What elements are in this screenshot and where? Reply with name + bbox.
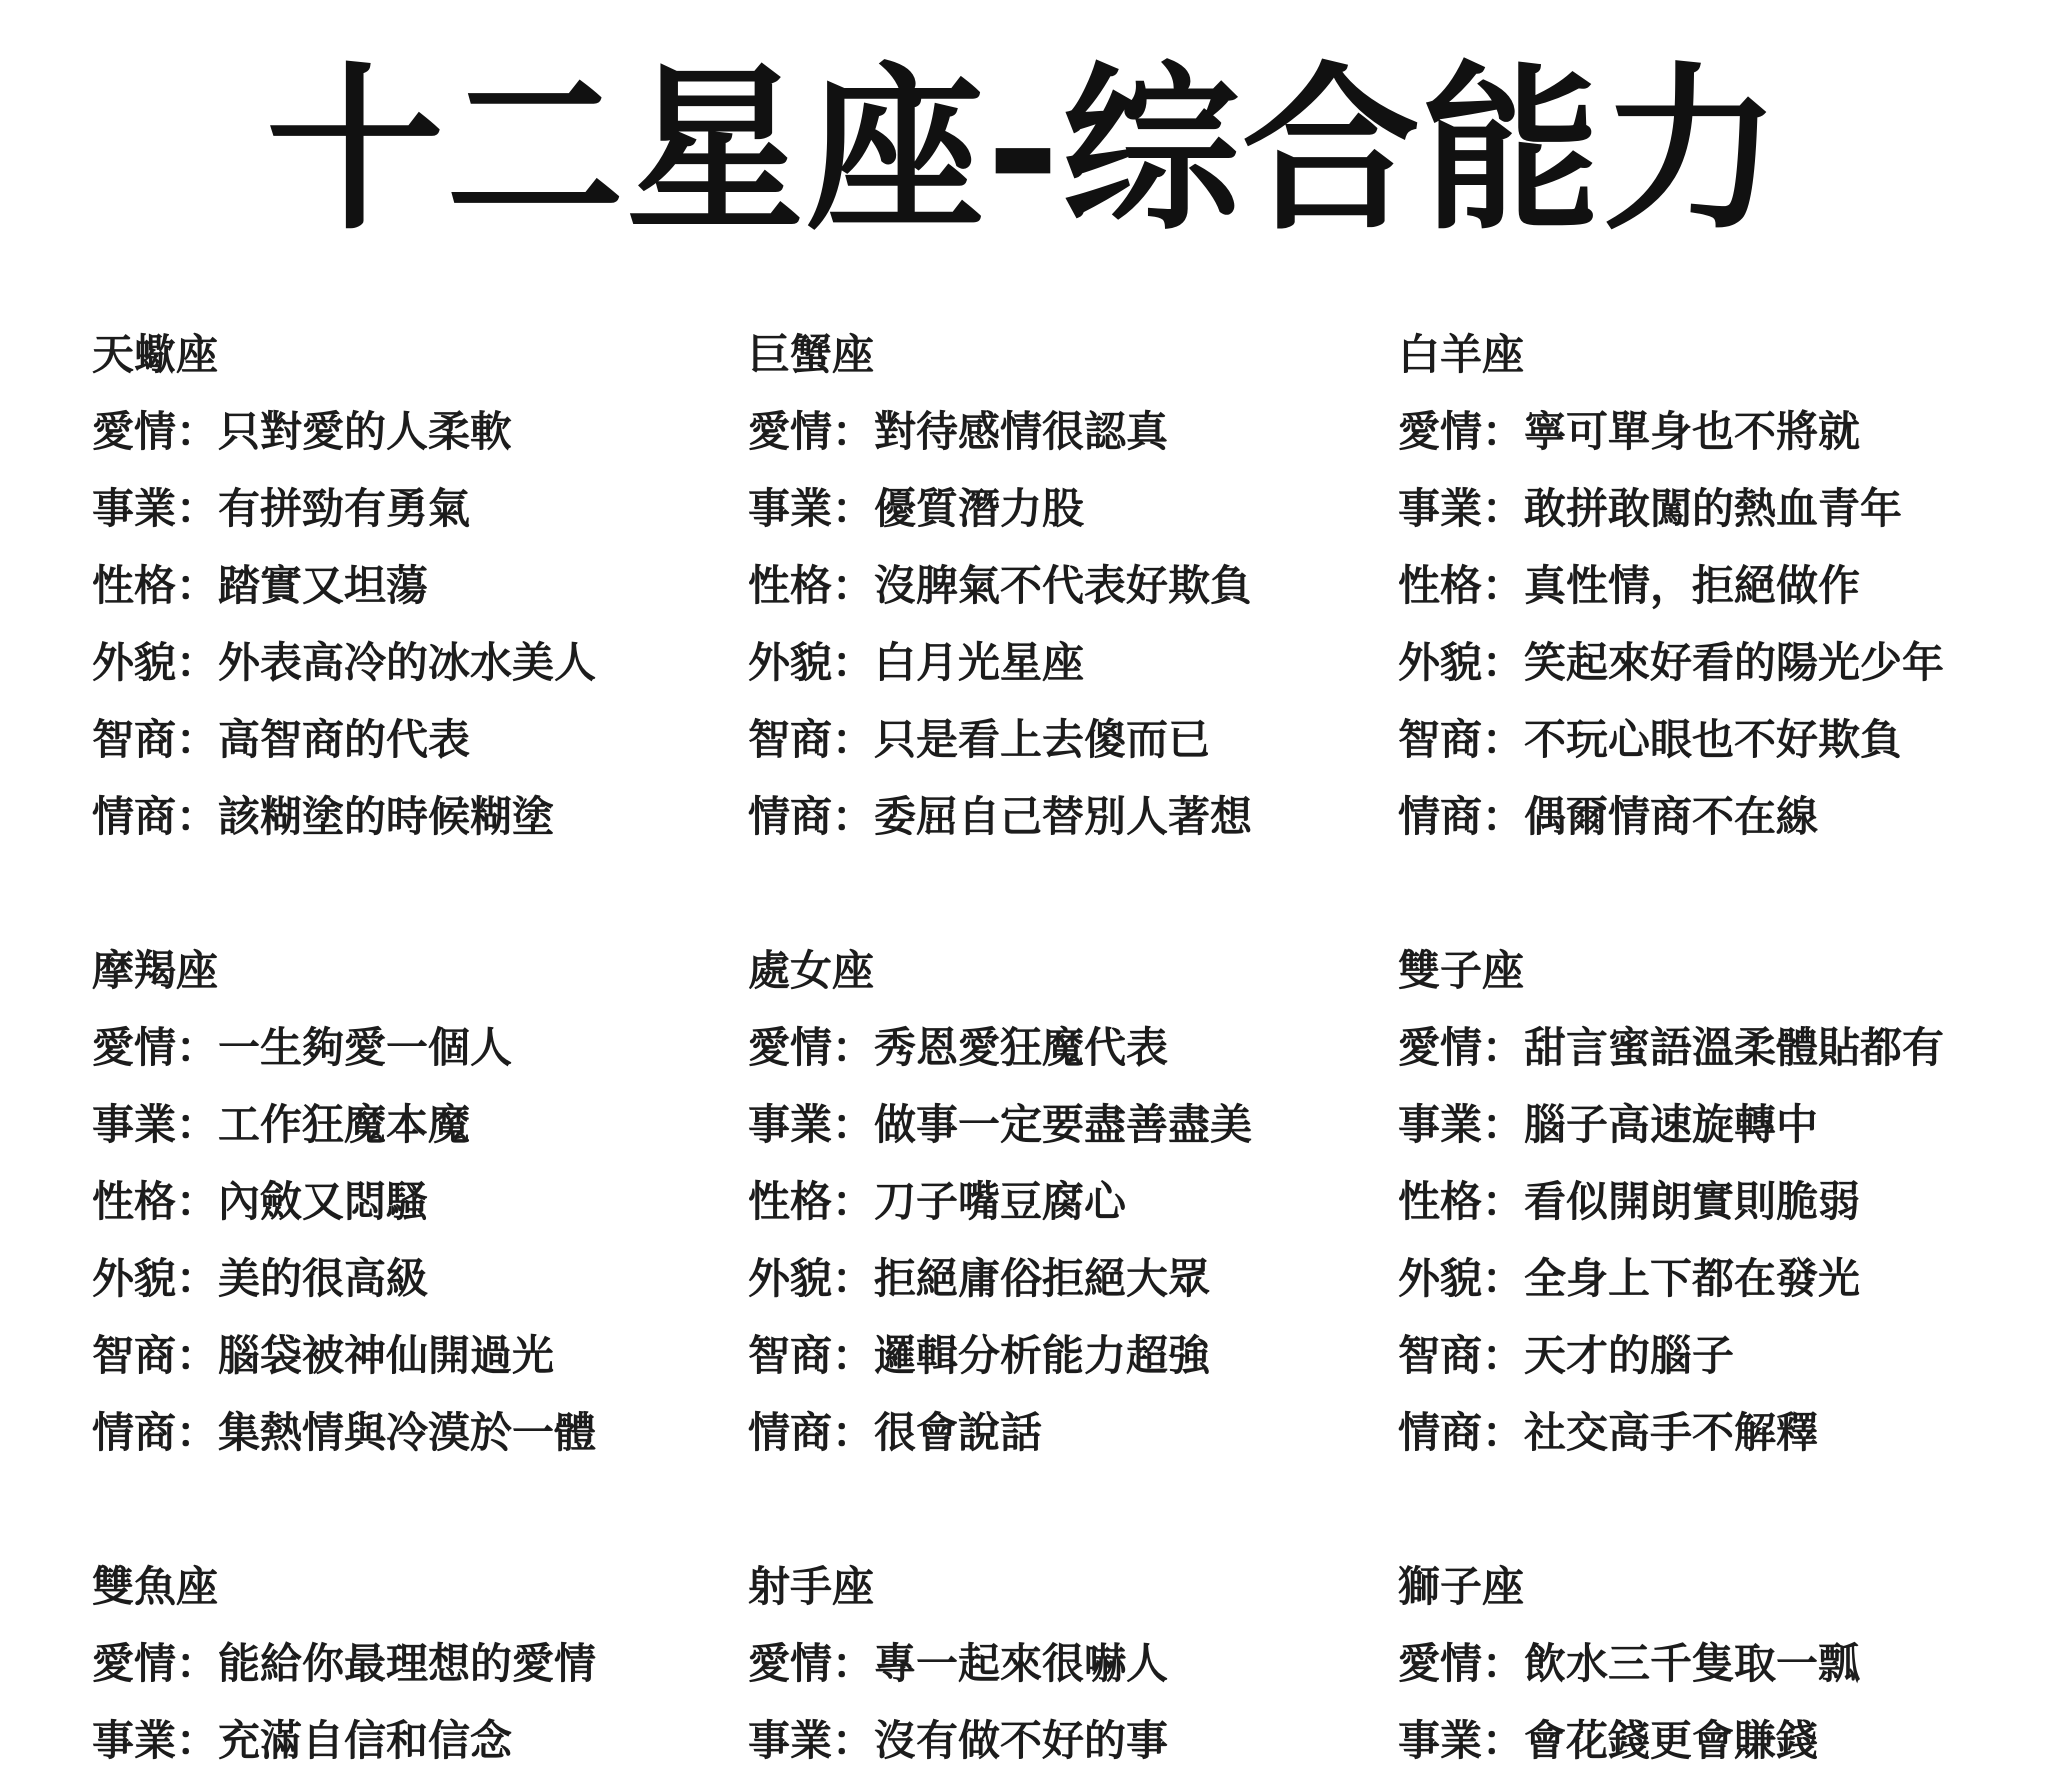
attribute-row — [92, 407, 512, 457]
attribute-row — [92, 1408, 596, 1458]
attribute-row — [1398, 715, 1902, 765]
label-separator: ： — [176, 1639, 219, 1688]
attribute-label: 愛情 — [1398, 1023, 1483, 1072]
label-separator: ： — [832, 1331, 875, 1380]
attribute-row — [748, 792, 1252, 842]
label-separator: ： — [832, 1254, 875, 1303]
attribute-row — [92, 715, 470, 765]
label-separator: ： — [176, 561, 219, 610]
zodiac-sign-name: 巨蟹座 — [748, 330, 875, 379]
attribute-label: 愛情 — [92, 1023, 177, 1072]
label-separator: ： — [176, 1177, 219, 1226]
zodiac-sign-name: 摩羯座 — [92, 946, 219, 995]
attribute-row — [748, 1023, 1168, 1073]
attribute-value: 笑起來好看的陽光少年 — [1524, 638, 1945, 687]
attribute-value: 充滿自信和信念 — [218, 1716, 513, 1765]
zodiac-sign-name: 天蠍座 — [92, 330, 219, 379]
attribute-label: 事業 — [1398, 1100, 1483, 1149]
attribute-value: 沒有做不好的事 — [874, 1716, 1169, 1765]
label-separator: ： — [1482, 1023, 1525, 1072]
label-separator: ： — [176, 638, 219, 687]
attribute-value: 真性情，拒絕做作 — [1524, 561, 1861, 610]
label-separator: ： — [176, 1408, 219, 1457]
attribute-label: 事業 — [1398, 1716, 1483, 1765]
attribute-row — [748, 1639, 1168, 1689]
attribute-value: 專一起來很嚇人 — [874, 1639, 1169, 1688]
label-separator: ： — [176, 792, 219, 841]
attribute-row — [92, 561, 428, 611]
attribute-value: 社交高手不解釋 — [1524, 1408, 1819, 1457]
attribute-label: 外貌 — [1398, 1254, 1483, 1303]
attribute-label: 外貌 — [748, 638, 833, 687]
attribute-value: 會花錢更會賺錢 — [1524, 1716, 1819, 1765]
label-separator: ： — [176, 1254, 219, 1303]
zodiac-sign-name: 白羊座 — [1398, 330, 1525, 379]
label-separator: ： — [1482, 561, 1525, 610]
attribute-value: 敢拼敢闖的熱血青年 — [1524, 484, 1903, 533]
attribute-value: 寧可單身也不將就 — [1524, 407, 1861, 456]
attribute-label: 性格 — [92, 561, 177, 610]
label-separator: ： — [832, 1100, 875, 1149]
attribute-label: 事業 — [1398, 484, 1483, 533]
attribute-row — [1398, 407, 1860, 457]
label-separator: ： — [832, 715, 875, 764]
label-separator: ： — [176, 715, 219, 764]
attribute-value: 能給你最理想的愛情 — [218, 1639, 597, 1688]
label-separator: ： — [832, 561, 875, 610]
label-separator: ： — [1482, 1177, 1525, 1226]
attribute-row — [1398, 638, 1944, 688]
attribute-label: 情商 — [92, 1408, 177, 1457]
attribute-row — [92, 1254, 428, 1304]
attribute-row — [1398, 484, 1902, 534]
attribute-row — [92, 792, 554, 842]
attribute-label: 事業 — [92, 484, 177, 533]
attribute-value: 不玩心眼也不好欺負 — [1524, 715, 1903, 764]
attribute-value: 天才的腦子 — [1524, 1331, 1735, 1380]
attribute-value: 外表高冷的冰水美人 — [218, 638, 597, 687]
label-separator: ： — [1482, 1100, 1525, 1149]
attribute-value: 一生夠愛一個人 — [218, 1023, 513, 1072]
attribute-value: 美的很高級 — [218, 1254, 429, 1303]
zodiac-sign-name: 雙子座 — [1398, 946, 1525, 995]
attribute-row — [1398, 1639, 1860, 1689]
attribute-value: 高智商的代表 — [218, 715, 471, 764]
attribute-value: 集熱情與冷漠於一體 — [218, 1408, 597, 1457]
attribute-label: 情商 — [748, 792, 833, 841]
attribute-value: 腦袋被神仙開過光 — [218, 1331, 555, 1380]
attribute-row — [92, 1177, 428, 1227]
zodiac-sign-name: 射手座 — [748, 1562, 875, 1611]
attribute-label: 智商 — [1398, 715, 1483, 764]
zodiac-sign-name: 獅子座 — [1398, 1562, 1525, 1611]
attribute-label: 智商 — [92, 1331, 177, 1380]
attribute-row — [748, 715, 1210, 765]
attribute-label: 情商 — [1398, 1408, 1483, 1457]
attribute-label: 事業 — [748, 1716, 833, 1765]
label-separator: ： — [1482, 1716, 1525, 1765]
label-separator: ： — [176, 1100, 219, 1149]
attribute-row — [1398, 1254, 1860, 1304]
attribute-label: 智商 — [92, 715, 177, 764]
attribute-value: 優質潛力股 — [874, 484, 1085, 533]
attribute-row — [1398, 792, 1818, 842]
label-separator: ： — [1482, 1408, 1525, 1457]
zodiac-grid — [0, 330, 2048, 1765]
attribute-row — [748, 1254, 1210, 1304]
attribute-label: 愛情 — [1398, 1639, 1483, 1688]
attribute-row — [92, 638, 596, 688]
attribute-label: 愛情 — [1398, 407, 1483, 456]
attribute-label: 性格 — [92, 1177, 177, 1226]
label-separator: ： — [832, 484, 875, 533]
attribute-row — [748, 407, 1168, 457]
attribute-value: 只是看上去傻而已 — [874, 715, 1211, 764]
attribute-row — [92, 1639, 596, 1689]
label-separator: ： — [832, 792, 875, 841]
attribute-value: 很會說話 — [874, 1408, 1043, 1457]
attribute-value: 對待感情很認真 — [874, 407, 1169, 456]
label-separator: ： — [832, 1716, 875, 1765]
attribute-label: 情商 — [92, 792, 177, 841]
attribute-label: 性格 — [748, 561, 833, 610]
attribute-value: 腦子高速旋轉中 — [1524, 1100, 1819, 1149]
label-separator: ： — [1482, 1639, 1525, 1688]
label-separator: ： — [176, 1716, 219, 1765]
zodiac-sign-name: 雙魚座 — [92, 1562, 219, 1611]
label-separator: ： — [832, 1408, 875, 1457]
attribute-label: 性格 — [748, 1177, 833, 1226]
attribute-label: 外貌 — [748, 1254, 833, 1303]
label-separator: ： — [832, 638, 875, 687]
attribute-value: 偶爾情商不在線 — [1524, 792, 1819, 841]
label-separator: ： — [1482, 638, 1525, 687]
label-separator: ： — [1482, 792, 1525, 841]
attribute-label: 事業 — [748, 1100, 833, 1149]
attribute-label: 事業 — [92, 1100, 177, 1149]
label-separator: ： — [832, 1023, 875, 1072]
attribute-row — [748, 1408, 1042, 1458]
attribute-label: 愛情 — [748, 1639, 833, 1688]
attribute-label: 事業 — [748, 484, 833, 533]
attribute-row — [1398, 1331, 1734, 1381]
attribute-label: 事業 — [92, 1716, 177, 1765]
attribute-label: 外貌 — [92, 638, 177, 687]
attribute-label: 外貌 — [1398, 638, 1483, 687]
attribute-label: 愛情 — [748, 407, 833, 456]
attribute-row — [748, 638, 1084, 688]
attribute-value: 有拼勁有勇氣 — [218, 484, 471, 533]
attribute-row — [92, 484, 470, 534]
attribute-value: 只對愛的人柔軟 — [218, 407, 513, 456]
attribute-label: 智商 — [1398, 1331, 1483, 1380]
label-separator: ： — [1482, 1254, 1525, 1303]
attribute-label: 外貌 — [92, 1254, 177, 1303]
attribute-value: 白月光星座 — [874, 638, 1085, 687]
attribute-label: 愛情 — [748, 1023, 833, 1072]
label-separator: ： — [176, 1331, 219, 1380]
label-separator: ： — [832, 407, 875, 456]
label-separator: ： — [1482, 1331, 1525, 1380]
label-separator: ： — [1482, 484, 1525, 533]
label-separator: ： — [832, 1639, 875, 1688]
attribute-row — [748, 1331, 1210, 1381]
attribute-value: 內斂又悶騷 — [218, 1177, 429, 1226]
attribute-row — [1398, 1408, 1818, 1458]
attribute-value: 工作狂魔本魔 — [218, 1100, 471, 1149]
attribute-label: 性格 — [1398, 1177, 1483, 1226]
label-separator: ： — [1482, 407, 1525, 456]
attribute-value: 委屈自己替別人著想 — [874, 792, 1253, 841]
attribute-row — [1398, 561, 1860, 611]
attribute-value: 刀子嘴豆腐心 — [874, 1177, 1127, 1226]
attribute-value: 踏實又坦蕩 — [218, 561, 429, 610]
attribute-row — [92, 1100, 470, 1150]
attribute-label: 性格 — [1398, 561, 1483, 610]
page-title: 十二星座-综合能力 — [266, 47, 1782, 254]
attribute-value: 該糊塗的時候糊塗 — [218, 792, 555, 841]
attribute-row — [92, 1023, 512, 1073]
attribute-row — [748, 484, 1084, 534]
attribute-value: 做事一定要盡善盡美 — [874, 1100, 1253, 1149]
attribute-row — [92, 1716, 512, 1766]
attribute-label: 情商 — [1398, 792, 1483, 841]
attribute-label: 情商 — [748, 1408, 833, 1457]
attribute-row — [748, 1100, 1252, 1150]
attribute-value: 看似開朗實則脆弱 — [1524, 1177, 1861, 1226]
label-separator: ： — [832, 1177, 875, 1226]
label-separator: ： — [176, 1023, 219, 1072]
attribute-row — [748, 1716, 1168, 1766]
label-separator: ： — [176, 484, 219, 533]
attribute-value: 甜言蜜語溫柔體貼都有 — [1524, 1023, 1945, 1072]
attribute-value: 拒絕庸俗拒絕大眾 — [874, 1254, 1211, 1303]
zodiac-sign-name: 處女座 — [748, 946, 875, 995]
attribute-value: 沒脾氣不代表好欺負 — [874, 561, 1253, 610]
attribute-value: 全身上下都在發光 — [1524, 1254, 1861, 1303]
attribute-label: 智商 — [748, 1331, 833, 1380]
attribute-row — [1398, 1177, 1860, 1227]
attribute-row — [92, 1331, 554, 1381]
attribute-row — [748, 561, 1252, 611]
attribute-row — [1398, 1023, 1944, 1073]
attribute-label: 智商 — [748, 715, 833, 764]
attribute-row — [748, 1177, 1126, 1227]
attribute-row — [1398, 1100, 1818, 1150]
label-separator: ： — [1482, 715, 1525, 764]
attribute-label: 愛情 — [92, 407, 177, 456]
label-separator: ： — [176, 407, 219, 456]
attribute-value: 邏輯分析能力超強 — [874, 1331, 1211, 1380]
attribute-row — [1398, 1716, 1818, 1766]
attribute-value: 飲水三千隻取一瓢 — [1524, 1639, 1861, 1688]
attribute-value: 秀恩愛狂魔代表 — [874, 1023, 1169, 1072]
attribute-label: 愛情 — [92, 1639, 177, 1688]
